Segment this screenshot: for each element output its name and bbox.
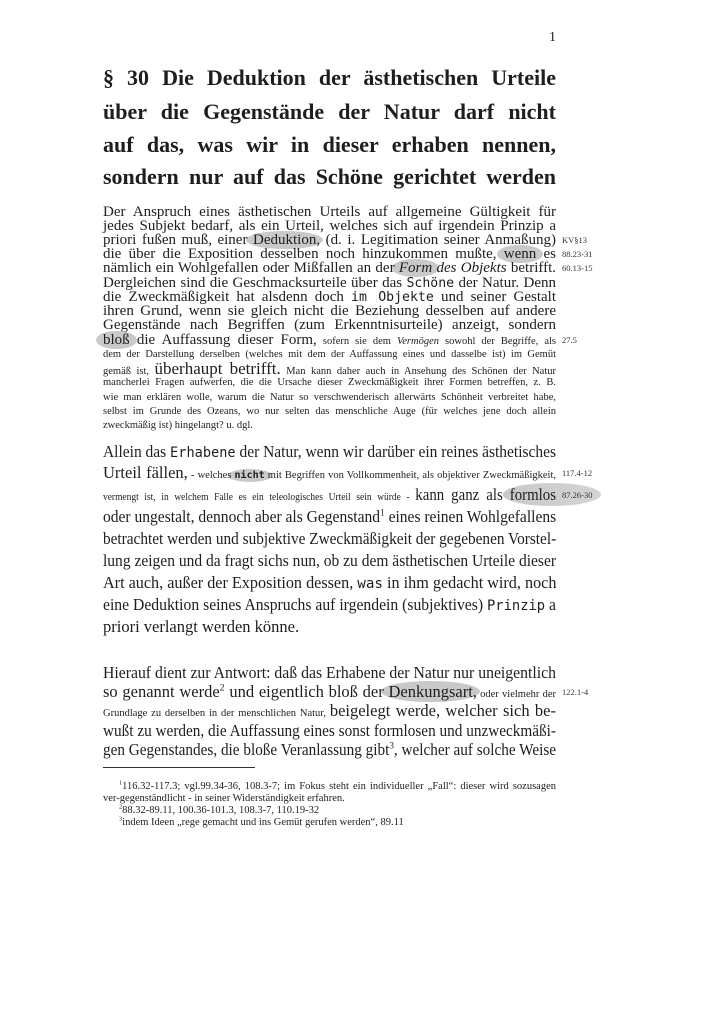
- text-segment: , (d. i. Legitimation seiner Anmaßung): [316, 232, 557, 248]
- title-line: auf das, was wir in dieser erhaben nennen,: [103, 132, 556, 157]
- text-segment: Schöne: [406, 276, 455, 291]
- text-segment: die über die Exposition desselben noch hinzukommen mußte,: [103, 246, 504, 262]
- text-segment: ,: [472, 682, 477, 701]
- text-segment: a: [545, 595, 556, 614]
- text-segment: betrachtet werden und subjektive Zweckmäßigkeit der gegebenen Vorstel-: [103, 529, 557, 548]
- margin-reference: 122.1-4: [562, 687, 589, 697]
- text-segment: oder ungestalt, dennoch aber als Gegenstand: [103, 507, 381, 526]
- text-segment: 88.32-89.11, 100.36-101.3, 108.3-7, 110.19-32: [122, 805, 320, 816]
- text-segment: beigelegt werde, welcher sich be-: [329, 701, 556, 720]
- text-line: [103, 416, 556, 436]
- text-line: [103, 463, 556, 483]
- text-segment: eines reinen Wohlgefallens: [384, 507, 557, 526]
- text-segment: betrifft.: [506, 260, 556, 276]
- text-segment: vermengt ist, in welchem Falle es ein teleologisches Urteil sein würde -: [103, 492, 416, 503]
- text-line: [103, 721, 556, 741]
- text-line: [103, 507, 556, 527]
- text-segment: lung zeigen und da fragt sichs nun, ob zu dem ästhetischen Urteile dieser: [103, 551, 556, 570]
- text-segment: wie man erklären wolle, warum die Natur so verschwenderisch allerwärts Schönheit verbreitet habe,: [103, 392, 556, 403]
- text-segment: - welches: [187, 470, 235, 481]
- text-segment: Dergleichen sind die Geschmacksurteile über das: [103, 275, 407, 291]
- text-segment: überhaupt betrifft.: [154, 359, 281, 378]
- margin-reference: 27.5: [562, 335, 577, 345]
- text-line: [103, 442, 556, 462]
- footnote-line: [119, 813, 556, 833]
- text-line: [103, 551, 556, 571]
- text-segment: 116.32-117.3; vgl.99.34-36, 108.3-7; im Fokus steht ein individueller „Fall“: dieser wird sozusagen: [122, 781, 556, 792]
- text-segment: Gegenstände nach Begriffen (zum Erkenntnisurteile) anzeigt, sondern: [103, 317, 556, 333]
- text-segment: sofern sie dem: [316, 336, 397, 347]
- highlighted-term: Form: [398, 260, 433, 276]
- text-line: [103, 573, 556, 593]
- text-segment: nämlich ein Wohlgefallen oder Mißfallen an der: [103, 260, 399, 276]
- title-line: über die Gegenstände der Natur darf nicht: [103, 99, 556, 124]
- text-segment: Art auch, außer der Exposition dessen,: [103, 573, 358, 592]
- footnote-divider: [103, 767, 255, 768]
- text-line: [103, 595, 556, 615]
- text-segment: ver-gegenständlicht - in seiner Widerständigkeit erfahren.: [103, 793, 345, 804]
- text-segment: die Zweckmäßigkeit hat alsdenn doch: [103, 289, 352, 305]
- text-segment: ihren Grund, wenn sie gleich nicht die Beziehung desselben auf andere: [103, 303, 556, 319]
- text-segment: selbst im Grunde des Ozeans, wo nur selten das menschliche Auge (für welches jene doch allein: [103, 406, 556, 417]
- text-line: [103, 529, 556, 549]
- text-segment: mit Begriffen von Vollkommenheit, als objektiver Zweckmäßigkeit,: [264, 470, 557, 481]
- text-segment: oder vielmehr der: [476, 689, 556, 700]
- text-segment: kann ganz als: [415, 485, 510, 504]
- text-segment: Der Anspruch eines ästhetischen Urteils auf allgemeine Gültigkeit für: [103, 204, 556, 220]
- text-segment: eine Deduktion seines Anspruchs auf irgendein (subjektives): [103, 595, 487, 614]
- text-segment: mancherlei Fragen aufwerfen, die die Ursache dieser Zweckmäßigkeit ihrer Formen betreffen, z. B.: [103, 377, 556, 388]
- text-segment: der Natur. Denn: [454, 275, 556, 291]
- title-line: sondern nur auf das Schöne gerichtet werden: [103, 164, 556, 189]
- text-segment: jedes Subjekt bedarf, als ein Urteil, welches sich auf irgendein Prinzip a: [103, 218, 556, 234]
- text-segment: gemäß ist,: [103, 366, 155, 377]
- text-segment: Allein das: [103, 442, 171, 461]
- text-segment: in ihm gedacht wird, noch: [382, 573, 557, 592]
- text-segment: , welcher auf solche Weise: [393, 740, 557, 759]
- text-segment: wußt zu werden, die Auffassung eines sonst formlosen und unzweckmäßi-: [103, 721, 557, 740]
- text-segment: indem Ideen „rege gemacht und ins Gemüt gerufen werden“, 89.11: [122, 817, 404, 828]
- highlighted-term: wenn: [503, 246, 537, 262]
- highlighted-term: bloß: [103, 332, 130, 348]
- text-segment: Erhabene: [170, 445, 236, 461]
- text-segment: priori verlangt werden könne.: [103, 617, 300, 636]
- text-segment: priori fußen muß, einer: [103, 232, 253, 248]
- text-segment: Hierauf dient zur Antwort: daß das Erhabene der Natur nur uneigentlich: [103, 663, 556, 682]
- margin-reference: KV§13: [562, 235, 588, 245]
- margin-reference: 60.13-15: [562, 263, 593, 273]
- footnote-ref: 3: [119, 815, 123, 823]
- footnote-ref: 2: [219, 682, 225, 694]
- text-line: [103, 701, 556, 721]
- text-segment: zweckmäßig ist) hingelangt? u. dgl.: [103, 420, 253, 431]
- text-segment: gen Gegenstandes, die bloße Veranlassung gibt: [103, 740, 390, 759]
- margin-reference: 88.23-31: [562, 249, 593, 259]
- page-number: 1: [549, 30, 556, 45]
- text-line: [103, 663, 556, 683]
- text-segment: so genannt werde: [103, 682, 220, 701]
- footnote-ref: 1: [119, 779, 123, 787]
- text-segment: es: [536, 246, 557, 262]
- text-line: [103, 682, 556, 702]
- text-segment: sowohl der Begriffe, als: [438, 336, 556, 347]
- text-line: [103, 617, 556, 637]
- text-segment: die Auffassung dieser Form,: [129, 332, 317, 348]
- highlighted-term: formlos: [509, 485, 556, 504]
- text-segment: Man kann daher auch in Ansehung des Schönen der Natur: [280, 366, 556, 377]
- text-segment: Urteil fällen,: [103, 463, 188, 482]
- text-segment: der Natur, wenn wir darüber ein reines ästhetisches: [235, 442, 557, 461]
- text-line: [103, 485, 556, 505]
- footnote-ref: 2: [119, 803, 123, 811]
- text-segment: und eigentlich bloß der: [224, 682, 389, 701]
- highlighted-term: nicht: [234, 470, 265, 481]
- text-segment: dem der Darstellung derselben (welches mit dem der Auffassung eines und dasselbe ist) im Gemüt: [103, 349, 556, 360]
- text-segment: im Objekte: [351, 290, 434, 305]
- text-segment: was: [357, 576, 383, 592]
- footnote-ref: 3: [389, 740, 394, 752]
- margin-reference: 117.4-12: [562, 468, 593, 478]
- text-segment: Prinzip: [486, 598, 546, 614]
- title-line: § 30 Die Deduktion der ästhetischen Urteile: [103, 65, 556, 90]
- margin-reference: 87.26-30: [562, 490, 593, 500]
- highlighted-term: Denkungsart: [388, 682, 473, 701]
- text-segment: des Objekts: [432, 260, 507, 276]
- footnote-ref: 1: [380, 507, 385, 519]
- text-line: [103, 740, 556, 760]
- text-segment: Vermögen: [396, 336, 439, 347]
- highlighted-term: Deduktion: [253, 232, 317, 248]
- text-segment: Grundlage zu derselben in der menschlichen Natur,: [103, 708, 330, 719]
- text-segment: und seiner Gestalt: [433, 289, 556, 305]
